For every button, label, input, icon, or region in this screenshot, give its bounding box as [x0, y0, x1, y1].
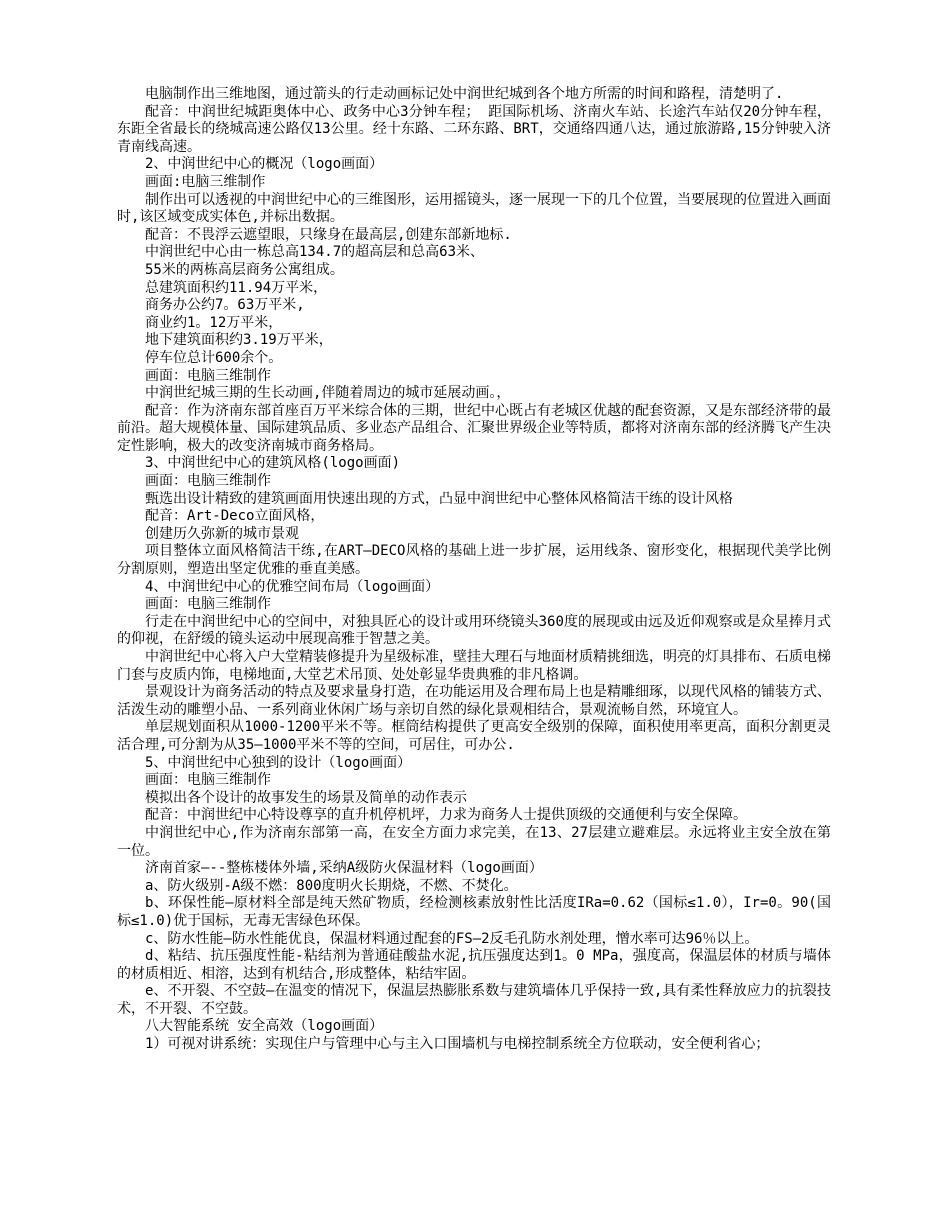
paragraph: e、不开裂、不空鼓—在温变的情况下，保温层热膨胀系数与建筑墙体几乎保持一致,具有柔性释放应力的抗裂技术，不开裂、不空鼓。 — [117, 983, 831, 1017]
paragraph: 3、中润世纪中心的建筑风格(logo画面) — [145, 455, 401, 472]
paragraph: 配音：作为济南东部首座百万平米综合体的三期，世纪中心既占有老城区优越的配套资源，又是东部经济带的最前沿。超大规模体量、国际建筑品质、多业态产品组合、汇聚世界级企业等特质，都将对济南东部的经济腾飞产生决定性影响，极大的改变济南城市商务格局。 — [117, 402, 831, 454]
paragraph: 总建筑面积约11.94万平米， — [145, 279, 328, 296]
paragraph: 单层规划面积从1000-1200平米不等。框筒结构提供了更高安全级别的保障，面积使用率更高，面积分割更灵活合理,可分割为从35—1000平米不等的空间，可居住，可办公. — [117, 719, 831, 753]
paragraph: 画面：电脑三维制作 — [145, 772, 271, 789]
paragraph: 甄选出设计精致的建筑画面用快速出现的方式，凸显中润世纪中心整体风格简洁干练的设计风格 — [145, 490, 733, 507]
paragraph: 画面：电脑三维制作 — [145, 596, 271, 613]
paragraph: 制作出可以透视的中润世纪中心的三维图形，运用摇镜头，逐一展现一下的几个位置，当要展现的位置进入画面时,该区域变成实体色,并标出数据。 — [117, 191, 831, 226]
paragraph: 商业约1。12万平米， — [145, 314, 283, 331]
paragraph: 画面：电脑三维制作 — [145, 473, 271, 490]
paragraph: d、粘结、抗压强度性能-粘结剂为普通硅酸盐水泥,抗压强度达到1。0 MPa，强度高，保温层体的材质与墙体的材质相近、相溶，达到有机结合,形成整体，粘结牢固。 — [117, 948, 831, 982]
paragraph: 4、中润世纪中心的优雅空间布局（logo画面） — [145, 578, 440, 595]
paragraph: b、环保性能—原材料全部是纯天然矿物质，经检测核素放射性比活度IRa=0.62（国标≤1.0），Ir=0。90(国标≤1.0)优于国标，无毒无害绿色环保。 — [117, 895, 831, 929]
paragraph: 1）可视对讲系统：实现住户与管理中心与主入口围墙机与电梯控制系统全方位联动，安全便利省心； — [145, 1036, 770, 1053]
paragraph: 55米的两栋高层商务公寓组成。 — [145, 261, 344, 278]
paragraph: 模拟出各个设计的故事发生的场景及简单的动作表示 — [145, 789, 467, 806]
paragraph: 中润世纪中心由一栋总高134.7的超高层和总高63米、 — [145, 244, 484, 261]
paragraph: 画面:电脑三维制作 — [145, 173, 266, 190]
paragraph: 2、中润世纪中心的概况（logo画面） — [145, 156, 384, 173]
paragraph: 配音：中润世纪城距奥体中心、政务中心3分钟车程； 距国际机场、济南火车站、长途汽车站仅20分钟车程，东距全省最长的绕城高速公路仅13公里。经十东路、二环东路、BRT，交通络四通八达，通过旅游路,15分钟驶入济青南线高速。 — [117, 103, 831, 155]
paragraph: a、防火级别-A级不燃：800度明火长期烧，不燃、不焚化。 — [145, 877, 518, 894]
paragraph: 停车位总计600余个。 — [145, 349, 283, 366]
paragraph: 商务办公约7。63万平米, — [145, 297, 305, 314]
paragraph: 景观设计为商务活动的特点及要求量身打造，在功能运用及合理布局上也是精雕细琢，以现代风格的铺装方式、活泼生动的雕塑小品、一系列商业休闲广场与亲切自然的绿化景观相结合，景观流畅自然，环境宜人。 — [117, 684, 831, 718]
paragraph: 地下建筑面积约3.19万平米， — [145, 332, 333, 349]
paragraph: 电脑制作出三维地图，通过箭头的行走动画标记处中润世纪城到各个地方所需的时间和路程，清楚明了. — [145, 86, 784, 102]
paragraph: 济南首家—--整栋楼体外墙,采纳A级防火保温材料（logo画面） — [145, 860, 543, 877]
paragraph: c、防水性能—防水性能优良，保温材料通过配套的FS—2反毛孔防水剂处理，憎水率可达96％以上。 — [145, 930, 759, 947]
paragraph: 行走在中润世纪中心的空间中，对独具匠心的设计或用环绕镜头360度的展现或由远及近仰观察或是众星捧月式的仰视，在舒缓的镜头运动中展现高雅于智慧之美。 — [117, 613, 831, 648]
paragraph: 八大智能系统 安全高效（logo画面） — [145, 1018, 384, 1035]
paragraph: 项目整体立面风格简洁干练,在ART—DECO风格的基础上进一步扩展，运用线条、窗形变化，根据现代美学比例分割原则，塑造出坚定优雅的垂直美感。 — [117, 543, 831, 578]
paragraph: 配音：不畏浮云遮望眼，只缘身在最高层,创建东部新地标. — [145, 226, 512, 243]
paragraph: 中润世纪中心,作为济南东部第一高，在安全方面力求完美，在13、27层建立避难层。永远将业主安全放在第一位。 — [117, 824, 831, 859]
paragraph: 中润世纪中心将入户大堂精装修提升为星级标准，壁挂大理石与地面材质精挑细选，明亮的灯具排布、石质电梯门套与皮质内饰，电梯地面,大堂艺术吊顶、处处彰显华贵典雅的非凡格调。 — [117, 649, 831, 683]
paragraph: 配音：Art-Deco立面风格， — [145, 508, 325, 525]
paragraph: 画面：电脑三维制作 — [145, 367, 271, 384]
paragraph: 5、中润世纪中心独到的设计（logo画面） — [145, 754, 412, 771]
paragraph: 配音：中润世纪中心特设尊享的直升机停机坪，力求为商务人士提供顶级的交通便利与安全保障。 — [145, 807, 747, 824]
document-body — [117, 86, 831, 1054]
paragraph: 中润世纪城三期的生长动画,伴随着周边的城市延展动画。， — [145, 385, 511, 402]
paragraph: 创建历久弥新的城市景观 — [145, 525, 299, 542]
